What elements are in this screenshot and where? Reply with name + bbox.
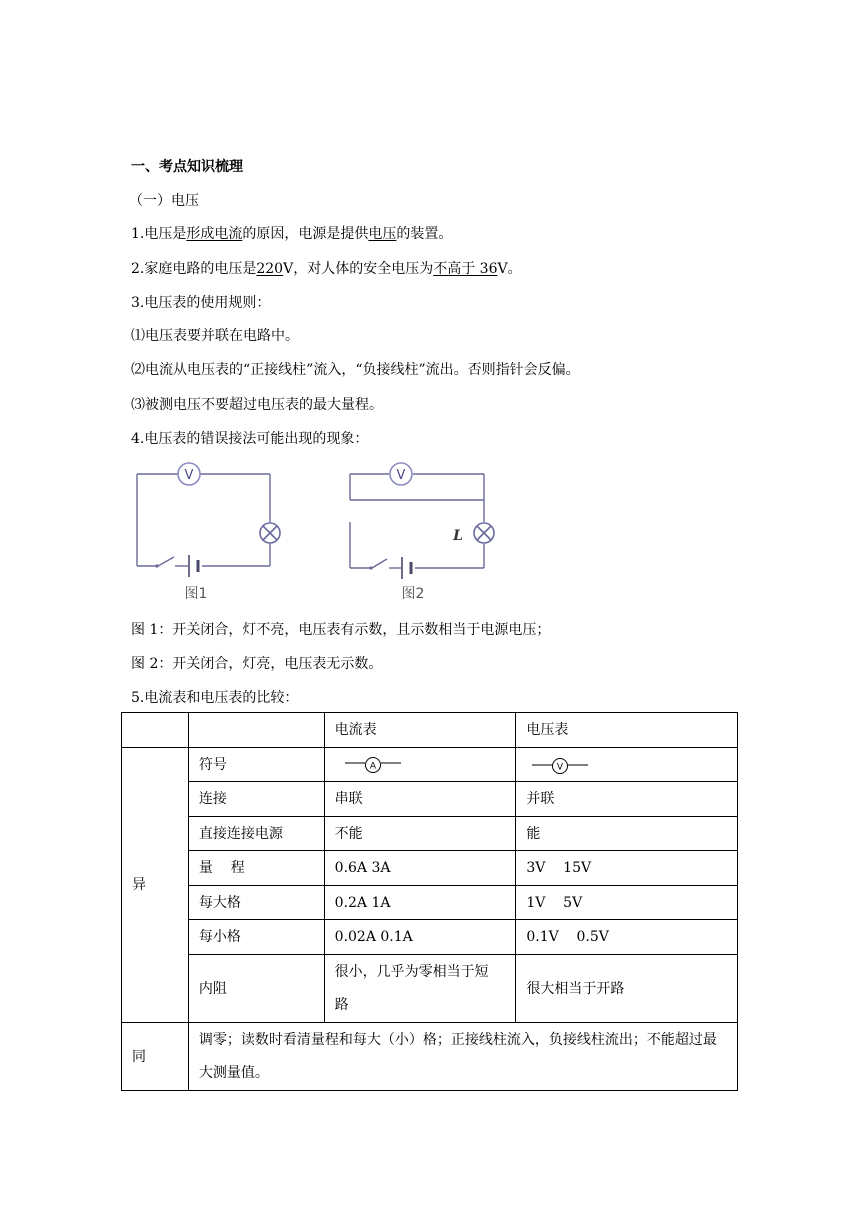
- p2-underline-1: 220: [256, 261, 284, 277]
- ammeter-value: 0.02A 0.1A: [324, 920, 516, 955]
- p2-text-b: V，对人体的安全电压为: [283, 261, 434, 277]
- row-label: 量 程: [188, 851, 324, 886]
- group-same-label: 同: [122, 1023, 189, 1091]
- row-label: 直接连接电源: [188, 817, 324, 851]
- p2-text-c: V。: [497, 261, 522, 277]
- row-label: 每小格: [188, 920, 324, 955]
- fig2-meter-letter: V: [396, 468, 406, 483]
- p1-text-b: 的原因，电源是提供: [242, 226, 369, 242]
- same-text: 调零；读数时看清量程和每大（小）格；正接线柱流入，负接线柱流出；不能超过最大测量值。: [188, 1023, 737, 1091]
- row-label: 内阻: [188, 955, 324, 1023]
- paragraph-2: [131, 259, 522, 279]
- ammeter-value: 串联: [324, 782, 516, 817]
- rule-3: ⑶被测电压不要超过电压表的最大量程。: [131, 397, 383, 413]
- row-label: 每大格: [188, 886, 324, 920]
- paragraph-5: 5.电流表和电压表的比较：: [131, 690, 299, 706]
- table-row: [122, 955, 738, 1023]
- section-title: 一、考点知识梳理: [131, 159, 243, 175]
- table-row: [122, 748, 738, 782]
- row-label: 符号: [188, 748, 324, 782]
- fig2-caption: 图2: [401, 586, 425, 602]
- rule-2: ⑵电流从电压表的“正接线柱”流入，“负接线柱”流出。否则指针会反偏。: [131, 362, 580, 378]
- figure-1-description: 图 1：开关闭合，灯不亮，电压表有示数，且示数相当于电源电压；: [131, 622, 551, 638]
- p1-text-c: 的装置。: [396, 226, 453, 242]
- voltmeter-symbol-cell: [516, 748, 738, 782]
- table-row: [122, 1023, 738, 1091]
- p2-text-a: 2.家庭电路的电压是: [131, 261, 257, 277]
- rule-1: ⑴电压表要并联在电路中。: [131, 328, 299, 344]
- p1-underline-1: 形成电流: [186, 226, 243, 242]
- table-row: [122, 782, 738, 817]
- table-row: [122, 886, 738, 920]
- circuit-figure-2: [345, 458, 505, 608]
- group-diff-label: 异: [122, 748, 189, 1023]
- ammeter-value: 很小，几乎为零相当于短路: [324, 955, 516, 1023]
- p1-underline-2: 电压: [368, 226, 397, 242]
- header-voltmeter: 电压表: [516, 713, 738, 748]
- header-empty-cell: [122, 713, 189, 748]
- row-label: 连接: [188, 782, 324, 817]
- voltmeter-value: 3V 15V: [516, 851, 738, 886]
- header-empty-cell: [188, 713, 324, 748]
- p1-text-a: 1.电压是: [131, 226, 187, 242]
- ammeter-symbol-icon: [345, 754, 405, 776]
- circuit-figure-1: [130, 458, 290, 603]
- paragraph-4: 4.电压表的错误接法可能出现的现象：: [131, 431, 369, 447]
- ammeter-value: 不能: [324, 817, 516, 851]
- p2-underline-2: 不高于 36: [433, 261, 498, 277]
- table-header-row: [122, 713, 738, 748]
- paragraph-1: [131, 224, 452, 244]
- fig2-lamp-label: L: [453, 528, 463, 544]
- voltmeter-value: 1V 5V: [516, 886, 738, 920]
- ammeter-symbol-letter: A: [369, 761, 376, 771]
- subsection-title: （一）电压: [129, 193, 199, 209]
- figure-2-description: 图 2：开关闭合，灯亮，电压表无示数。: [131, 656, 383, 672]
- ammeter-value: 0.6A 3A: [324, 851, 516, 886]
- header-ammeter: 电流表: [324, 713, 516, 748]
- voltmeter-symbol-icon: [532, 754, 592, 776]
- ammeter-value: 0.2A 1A: [324, 886, 516, 920]
- voltmeter-symbol-letter: V: [557, 762, 564, 772]
- table-row: [122, 920, 738, 955]
- table-row: [122, 817, 738, 851]
- voltmeter-value: 并联: [516, 782, 738, 817]
- paragraph-3: 3.电压表的使用规则：: [131, 295, 271, 311]
- table-row: [122, 851, 738, 886]
- voltmeter-value: 0.1V 0.5V: [516, 920, 738, 955]
- comparison-table: [121, 712, 738, 1091]
- ammeter-symbol-cell: [324, 748, 516, 782]
- fig1-caption: 图1: [184, 586, 208, 602]
- fig1-meter-letter: V: [184, 468, 194, 483]
- voltmeter-value: 能: [516, 817, 738, 851]
- voltmeter-value: 很大相当于开路: [516, 955, 738, 1023]
